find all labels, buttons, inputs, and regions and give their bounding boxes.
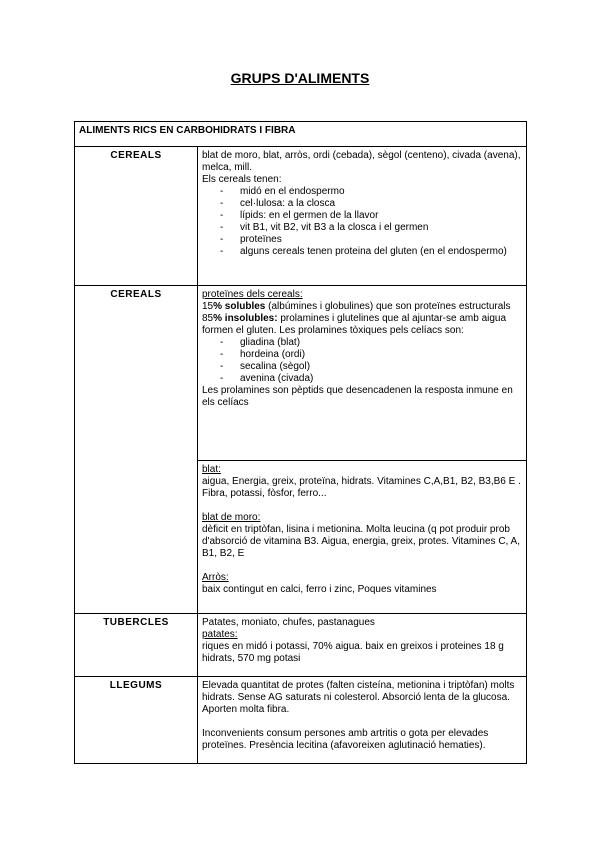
table-row-cereals-1 [75,147,527,286]
patates-text: riques en midó i potassi, 70% aigua. baix en greixos i proteines 18 g hidrats, 570 mg potasi [202,641,504,664]
cereals-types-cell [198,461,527,614]
list-item: - secalina (sègol) [220,361,522,373]
cereals-intro: blat de moro, blat, arròs, ordi (cebada), sègol (centeno), civada (avena), melca, mill. [202,150,521,173]
cereals-components-list [202,186,522,258]
table-row-cereals-2 [75,286,527,461]
list-item: - midó en el endospermo [220,186,522,198]
blat-de-moro-heading: blat de moro: [202,512,261,523]
arros-text: baix contingut en calci, ferro i zinc, Poques vitamines [202,584,437,595]
blat-heading: blat: [202,464,221,475]
page-title: GRUPS D'ALIMENTS [230,70,370,86]
cereals-proteins-cell [198,286,527,461]
patates-heading: patates: [202,629,238,640]
llegums-cell [198,677,527,764]
tubercles-line: Patates, moniato, chufes, pastanagues [202,617,375,628]
row-label-llegums: LLEGUMS [75,677,198,764]
list-item: - avenina (civada) [220,373,522,385]
list-item: - alguns cereals tenen proteina del gluten (en el endospermo) [220,246,522,258]
list-item: - lípids: en el germen de la llavor [220,210,522,222]
list-item: - proteïnes [220,234,522,246]
llegums-text-2: Inconvenients consum persones amb artritis o gota per elevades proteïnes. Presència lecitina (afavoreixen aglutinació hematies). [202,728,489,751]
table-header: ALIMENTS RICS EN CARBOHIDRATS I FIBRA [75,122,527,147]
proteins-heading: proteïnes dels cereals: [202,289,303,300]
arros-heading: Arròs: [202,572,229,583]
list-item: - hordeina (ordi) [220,349,522,361]
insoluble-proteins: 85% insolubles: prolamines i glutelines que al ajuntar-se amb aigua formen el gluten. Les prolamines tòxiques pels celíacs son: [202,313,507,336]
food-groups-table [74,121,527,764]
prolamines-list [202,337,522,385]
row-label-cereals: CEREALS [75,147,198,286]
blat-text: aigua, Energia, greix, proteïna, hidrats. Vitamines C,A,B1, B2, B3,B6 E . Fibra, potassi, fòsfor, ferro... [202,476,521,499]
list-item: - cel·lulosa: a la closca [220,198,522,210]
list-item: - vit B1, vit B2, vit B3 a la closca i el germen [220,222,522,234]
list-item: - gliadina (blat) [220,337,522,349]
cereals-overview-cell [198,147,527,286]
prolamines-closing: Les prolamines son pèptids que desencadenen la resposta inmune en els celíacs [202,385,513,408]
row-label-cereals: CEREALS [75,286,198,614]
soluble-proteins: 15% solubles (albúmines i globulines) que son proteïnes estructurals [202,301,511,312]
table-row-llegums [75,677,527,764]
cereals-lead: Els cereals tenen: [202,174,282,185]
table-header-row [75,122,527,147]
table-row-tubercles [75,614,527,677]
row-label-tubercles: TUBERCLES [75,614,198,677]
tubercles-cell [198,614,527,677]
blat-de-moro-text: dèficit en triptòfan, lisina i metionina. Molta leucina (q pot produir prob d'absorció de vitamina B3. Aigua, energia, greix, protes. Vitamines C, A, B1, B2, E [202,524,521,559]
llegums-text-1: Elevada quantitat de protes (falten cisteína, metionina i triptòfan) molts hidrats. Sense AG saturats ni colesterol. Absorció lenta de la glucosa. Aporten molta fibra. [202,680,515,715]
